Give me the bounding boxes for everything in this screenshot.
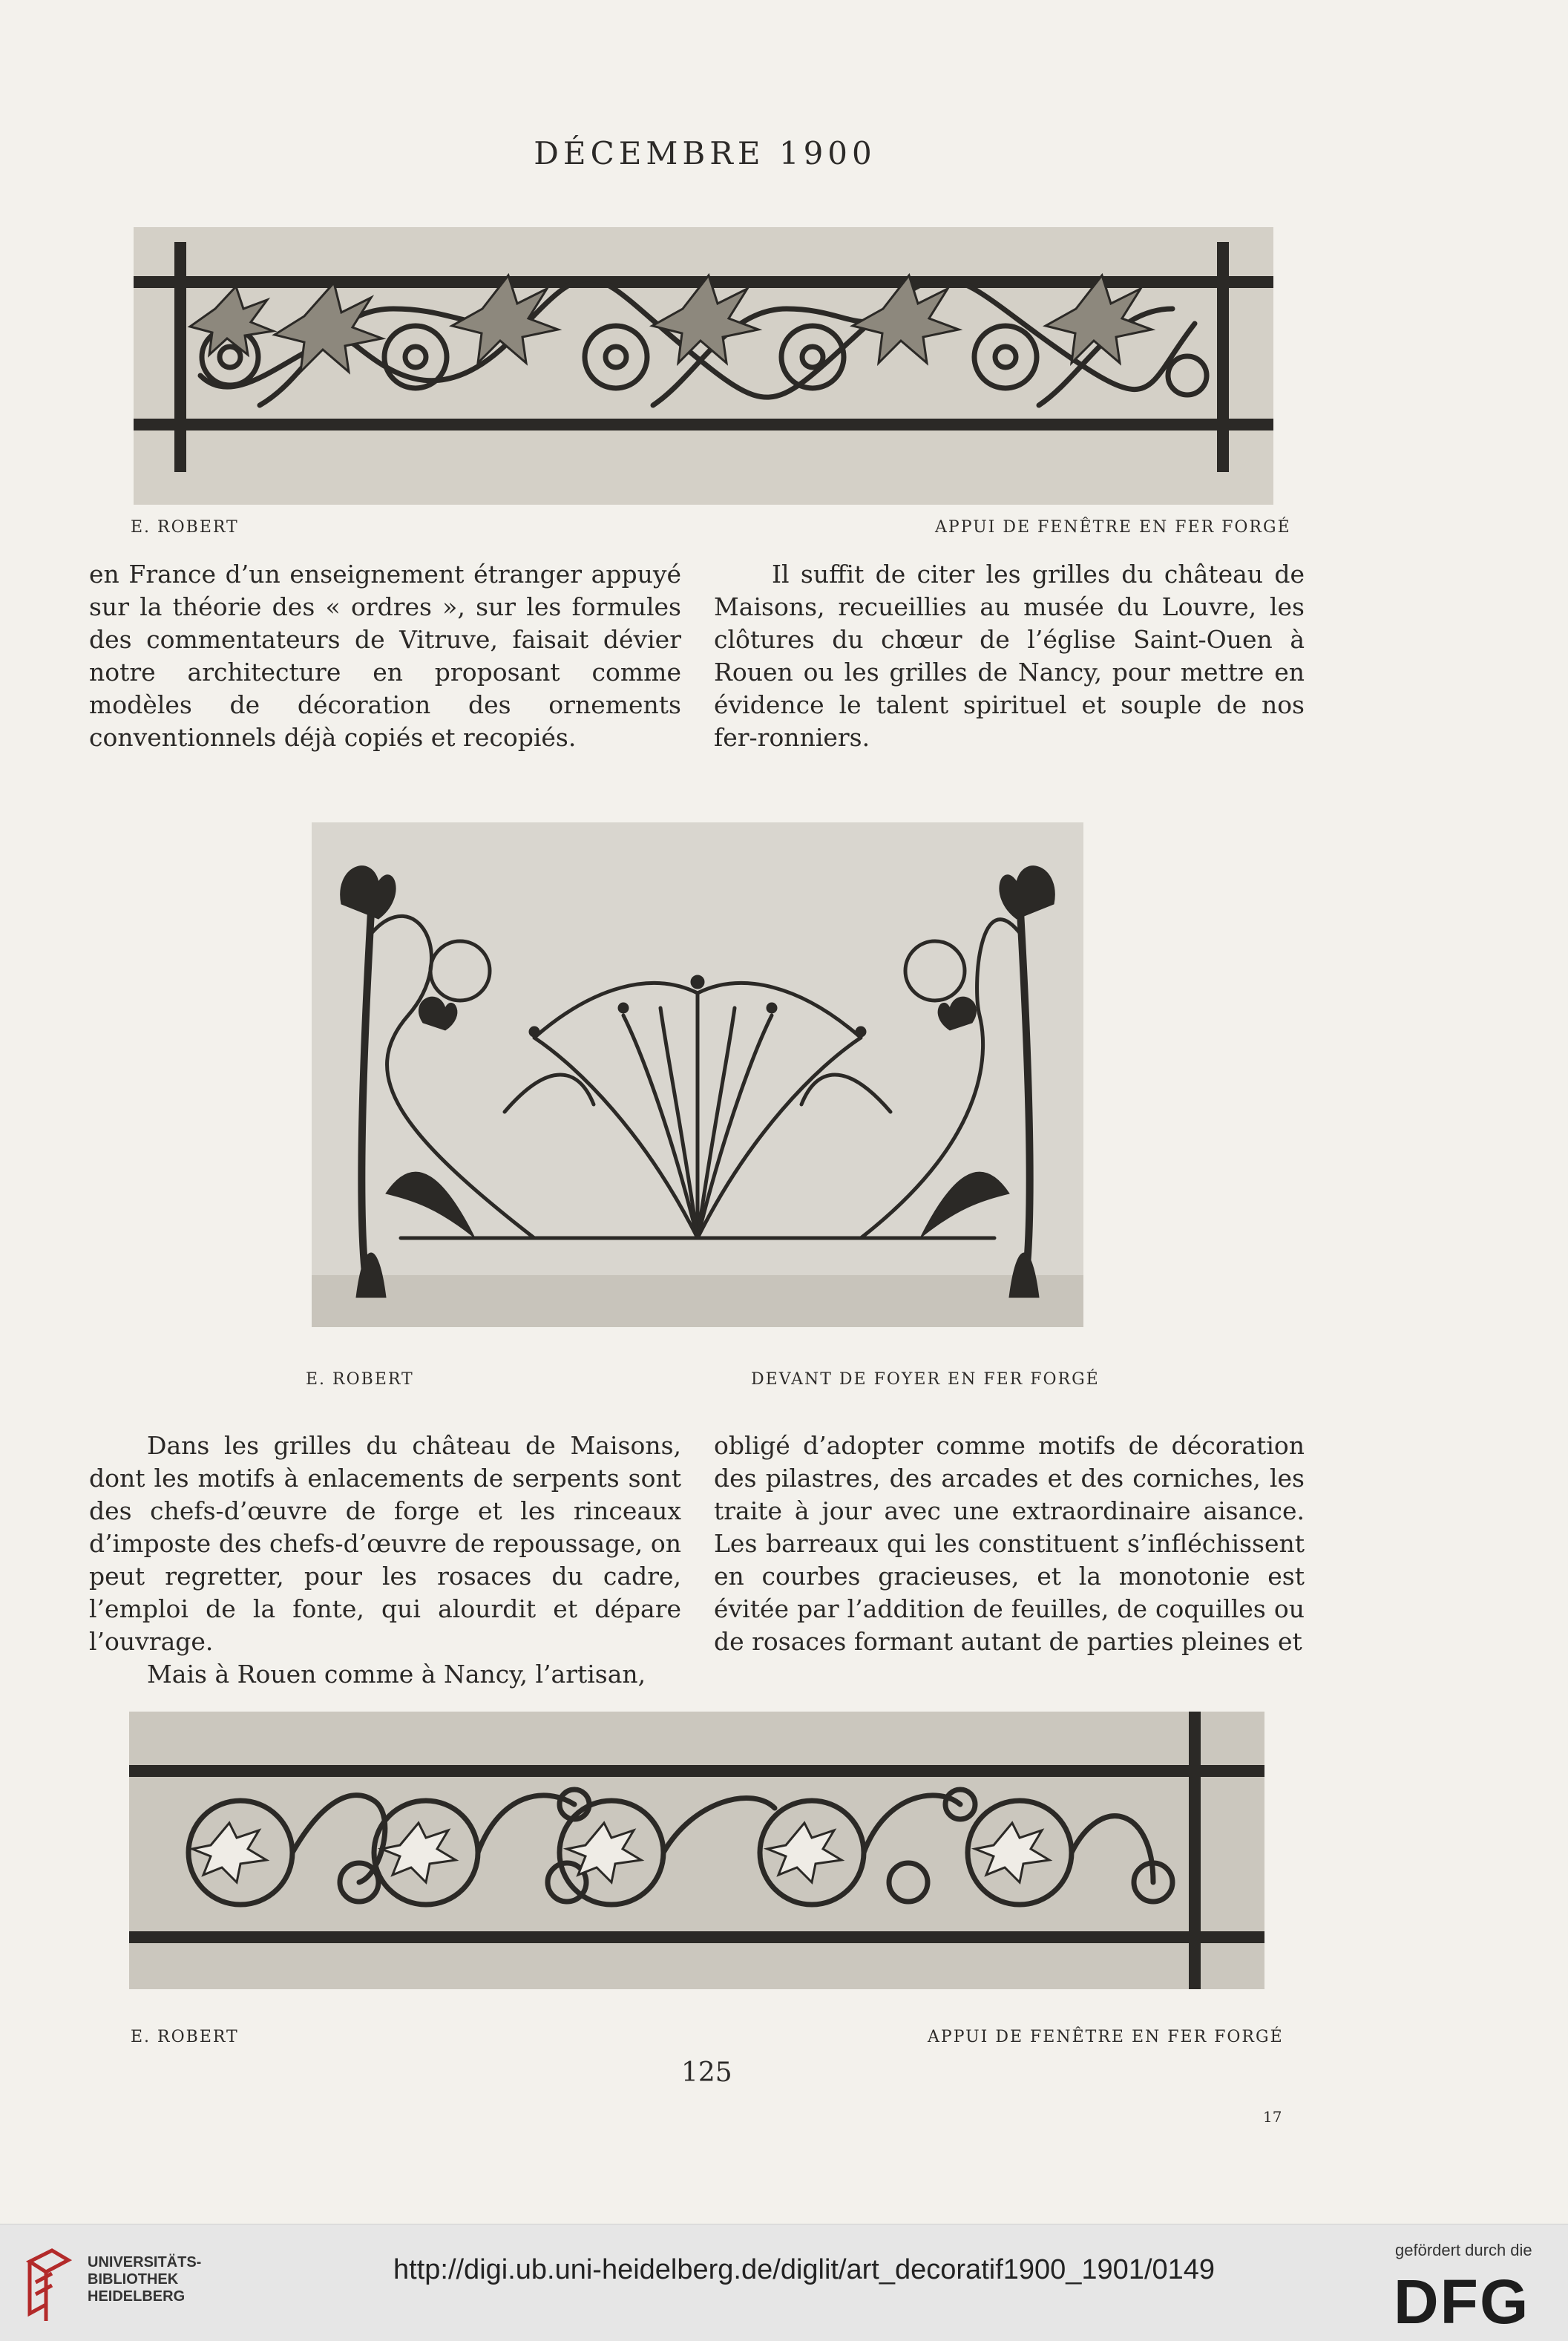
dfg-logo: DFG (1394, 2267, 1530, 2337)
university-library-logo-icon (22, 2247, 76, 2321)
plate-middle-title: DEVANT DE FOYER EN FER FORGÉ (751, 1370, 1100, 1389)
paragraph: Mais à Rouen comme à Nancy, l’artisan, (147, 1660, 646, 1689)
library-line: UNIVERSITÄTS- (88, 2254, 202, 2270)
funded-by-label: gefördert durch die (1395, 2241, 1532, 2259)
plate-top-author: E. ROBERT (131, 518, 239, 537)
text-block1-right (714, 558, 1305, 754)
text-block2-left (89, 1430, 681, 1691)
plate-middle-author: E. ROBERT (306, 1370, 414, 1389)
library-name (88, 2254, 201, 2305)
plate-top-title: APPUI DE FENÊTRE EN FER FORGÉ (935, 518, 1291, 537)
paragraph: Dans les grilles du château de Maisons, dont les motifs à enlacements de serpents sont des chefs-d’œuvre de forge et les rinceaux d’imposte des chefs-d’œuvre de repoussage, on peut regretter, pour les rosaces du cadre, l’emploi de la fonte, qui alourdit et dépare l’ouvrage. (89, 1431, 681, 1656)
page-header: DÉCEMBRE 1900 (534, 135, 876, 171)
digitization-footer (0, 2224, 1568, 2341)
window-railing-illustration (134, 227, 1273, 505)
page-number: 125 (681, 2057, 732, 2088)
plate-bottom-title: APPUI DE FENÊTRE EN FER FORGÉ (928, 2028, 1284, 2046)
fireplace-screen-illustration (312, 822, 1083, 1327)
plate-window-railing-bottom (129, 1712, 1264, 1989)
plate-fireplace-screen (312, 822, 1083, 1327)
signature-mark: 17 (1263, 2108, 1282, 2126)
library-line: HEIDELBERG (88, 2288, 186, 2305)
plate-window-railing-top (134, 227, 1273, 505)
library-line: BIBLIOTHEK (88, 2271, 179, 2288)
window-railing-illustration (129, 1712, 1264, 1989)
text-block1-left (89, 558, 681, 754)
plate-bottom-author: E. ROBERT (131, 2028, 239, 2046)
paragraph: obligé d’adopter comme motifs de décoration des pilastres, des arcades et des corniches, les traite à jour avec une extraordinaire aisance. Les barreaux qui les constituent s’infléchissent en courbes gracieuses, et la monotonie est évitée par l’addition de feuilles, de coquilles ou de rosaces formant autant de parties pleines et (714, 1431, 1305, 1656)
paragraph: en France d’un enseignement étranger appuyé sur la théorie des « ordres », sur les formules des commentateurs de Vitruve, faisait dévier notre architecture en proposant comme modèles de décoration des ornements conventionnels déjà copiés et recopiés. (89, 560, 681, 752)
paragraph: Il suffit de citer les grilles du château de Maisons, recueillies au musée du Louvre, les clôtures du chœur de l’église Saint-Ouen à Rouen ou les grilles de Nancy, pour mettre en évidence le talent spirituel et souple de nos fer-ronniers. (714, 560, 1305, 752)
source-url-link[interactable]: http://digi.ub.uni-heidelberg.de/diglit/art_decoratif1900_1901/0149 (393, 2254, 1216, 2285)
text-block2-right (714, 1430, 1305, 1658)
